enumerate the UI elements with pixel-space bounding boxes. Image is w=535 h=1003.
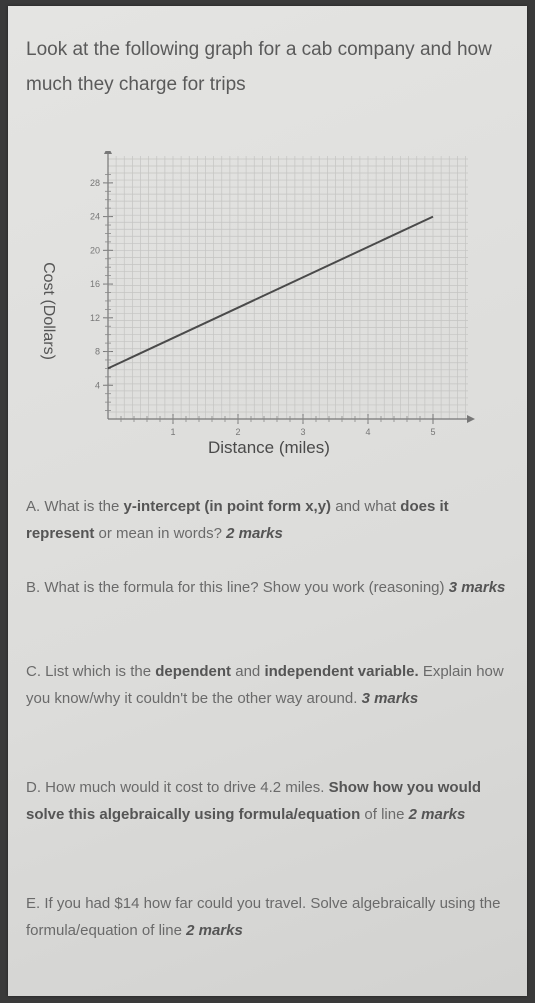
question-a-emphasis: y-intercept (in point form x,y) xyxy=(123,498,332,515)
question-c-text: and xyxy=(231,663,265,680)
y-axis-label: Cost (Dollars) xyxy=(40,262,57,360)
y-tick-label: 12 xyxy=(89,312,100,323)
question-b xyxy=(26,574,518,601)
y-axis-arrow xyxy=(104,151,112,154)
question-d-text: of line xyxy=(360,806,409,823)
x-tick-label: 5 xyxy=(430,427,436,437)
x-tick-label: 2 xyxy=(235,427,241,437)
question-c-text: Explain how you know/why it couldn't be the other way around. xyxy=(26,663,504,707)
page-title: Look at the following graph for a cab company and how much they charge for trips xyxy=(26,39,492,95)
question-a-text: and what xyxy=(331,498,401,515)
x-tick-label: 4 xyxy=(365,427,371,437)
worksheet-page xyxy=(8,6,527,996)
y-tick-label: 16 xyxy=(89,279,100,290)
question-a xyxy=(26,493,518,547)
question-e xyxy=(26,890,518,944)
question-d-emphasis: Show how you would solve this algebraically using formula/equation xyxy=(26,779,482,823)
question-b-text: B. What is the formula for this line? Show you work (reasoning) xyxy=(26,579,449,596)
question-d xyxy=(26,774,518,828)
y-tick-label: 8 xyxy=(94,346,100,357)
question-c-text: C. List which is the xyxy=(26,663,156,680)
question-a-marks: 2 marks xyxy=(226,525,283,542)
y-tick-label: 28 xyxy=(89,177,100,188)
x-axis-arrow xyxy=(467,415,475,423)
y-tick-label: 24 xyxy=(89,211,100,222)
question-e-marks: 2 marks xyxy=(186,922,243,939)
y-axis-label-wrap xyxy=(33,231,63,391)
question-d-text: D. How much would it cost to drive 4.2 miles. xyxy=(26,779,329,796)
y-tick-label: 4 xyxy=(94,380,100,391)
question-c-emphasis: dependent xyxy=(155,663,232,680)
question-b-marks: 3 marks xyxy=(448,579,506,596)
question-a-emphasis: does it represent xyxy=(26,498,449,542)
x-axis-label: Distance (miles) xyxy=(208,438,330,457)
question-d-marks: 2 marks xyxy=(408,806,466,823)
x-tick-label: 3 xyxy=(300,427,306,437)
question-a-text: or mean in words? xyxy=(94,525,227,542)
question-c xyxy=(26,658,518,712)
question-e-text: E. If you had $14 how far could you travel. Solve algebraically using the formula/equation of line xyxy=(26,895,501,939)
y-tick-label: 20 xyxy=(89,245,100,256)
question-a-text: A. What is the xyxy=(26,498,124,515)
question-c-emphasis: independent variable. xyxy=(264,663,419,680)
question-c-marks: 3 marks xyxy=(361,690,419,707)
x-tick-label: 1 xyxy=(170,427,176,437)
cost-distance-chart xyxy=(38,151,498,471)
